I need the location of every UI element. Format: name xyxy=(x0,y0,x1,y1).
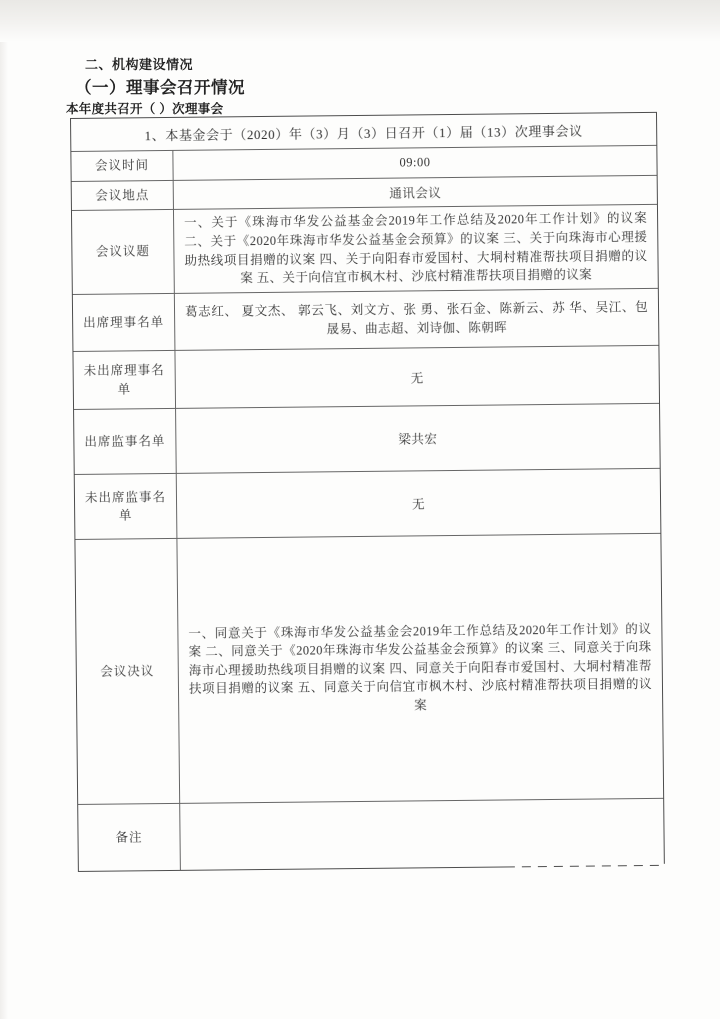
table-row-meeting-time xyxy=(71,145,656,181)
resolution-value xyxy=(177,534,663,803)
table-row-supervisors-absent xyxy=(75,468,661,539)
meeting-topics-text: 一、关于《珠海市华发公益基金会2019年工作总结及2020年工作计划》的议案 二、关于《2020年珠海市华发公益基金会预算》的议案 三、关于向珠海市心理援助热线项目捐赠的议案 四、关于向阳春市爱国村、大垌村精准帮扶项目捐赠的议案 五、关于向信宜市枫木村、沙底村精准帮扶项目捐赠的议案 xyxy=(184,211,648,286)
directors-absent-label: 未出席理事名单 xyxy=(73,351,176,409)
table-row-supervisors-present xyxy=(74,403,660,474)
resolution-label: 会议决议 xyxy=(75,539,180,804)
supervisors-present-label: 出席监事名单 xyxy=(74,409,177,474)
supervisors-absent-value: 无 xyxy=(411,497,426,512)
table-row-meeting-title xyxy=(71,113,656,151)
supervisors-present-value: 梁共宏 xyxy=(398,432,438,447)
meeting-place-value: 通讯会议 xyxy=(389,186,442,201)
directors-absent-value: 无 xyxy=(410,370,424,385)
table-row-directors-present xyxy=(73,288,659,351)
remark-label: 备注 xyxy=(78,804,181,871)
scanner-edge-left xyxy=(0,42,8,1019)
meeting-topics-value xyxy=(174,205,658,293)
meeting-title: 1、本基金会于（2020）年（3）月（3）日召开（1）届（13）次理事会议 xyxy=(144,123,583,143)
directors-present-value xyxy=(175,289,659,350)
scan-dash-artifact xyxy=(515,864,665,868)
table-row-directors-absent xyxy=(73,345,659,409)
meeting-place-label: 会议地点 xyxy=(72,181,174,210)
scanner-edge-shading xyxy=(0,0,720,42)
subsection-heading: （一）理事会召开情况 xyxy=(75,79,245,97)
table-row-remark xyxy=(78,798,664,871)
remark-value xyxy=(180,799,664,870)
meeting-count-line: 本年度共召开（ ）次理事会 xyxy=(66,102,224,116)
meeting-time-value: 09:00 xyxy=(399,155,431,170)
section-heading: 二、机构建设情况 xyxy=(85,57,194,72)
meeting-topics-label: 会议议题 xyxy=(72,210,175,294)
supervisors-absent-label: 未出席监事名单 xyxy=(75,474,178,539)
resolution-text: 一、同意关于《珠海市华发公益基金会2019年工作总结及2020年工作计划》的议案 二、同意关于《2020年珠海市华发公益基金会预算》的议案 三、同意关于向珠海市心理援助热线项目捐赠的议案 四、同意关于向阳春市爱国村、大垌村精准帮扶项目捐赠的议案 五、同意关于向信宜市枫木村、沙底村精准帮扶项目捐赠的议案 xyxy=(188,621,653,713)
table-row-resolution xyxy=(75,533,663,804)
directors-present-label: 出席理事名单 xyxy=(73,294,176,351)
board-meeting-table xyxy=(70,112,665,872)
directors-present-text: 葛志红、 夏文杰、 郭云飞、刘文方、张 勇、张石金、陈新云、苏 华、吴江、包晟易、曲志超、刘诗伽、陈朝晖 xyxy=(184,300,649,337)
meeting-time-label: 会议时间 xyxy=(71,151,173,181)
table-row-meeting-place xyxy=(72,175,657,210)
table-row-meeting-topics xyxy=(72,204,658,294)
